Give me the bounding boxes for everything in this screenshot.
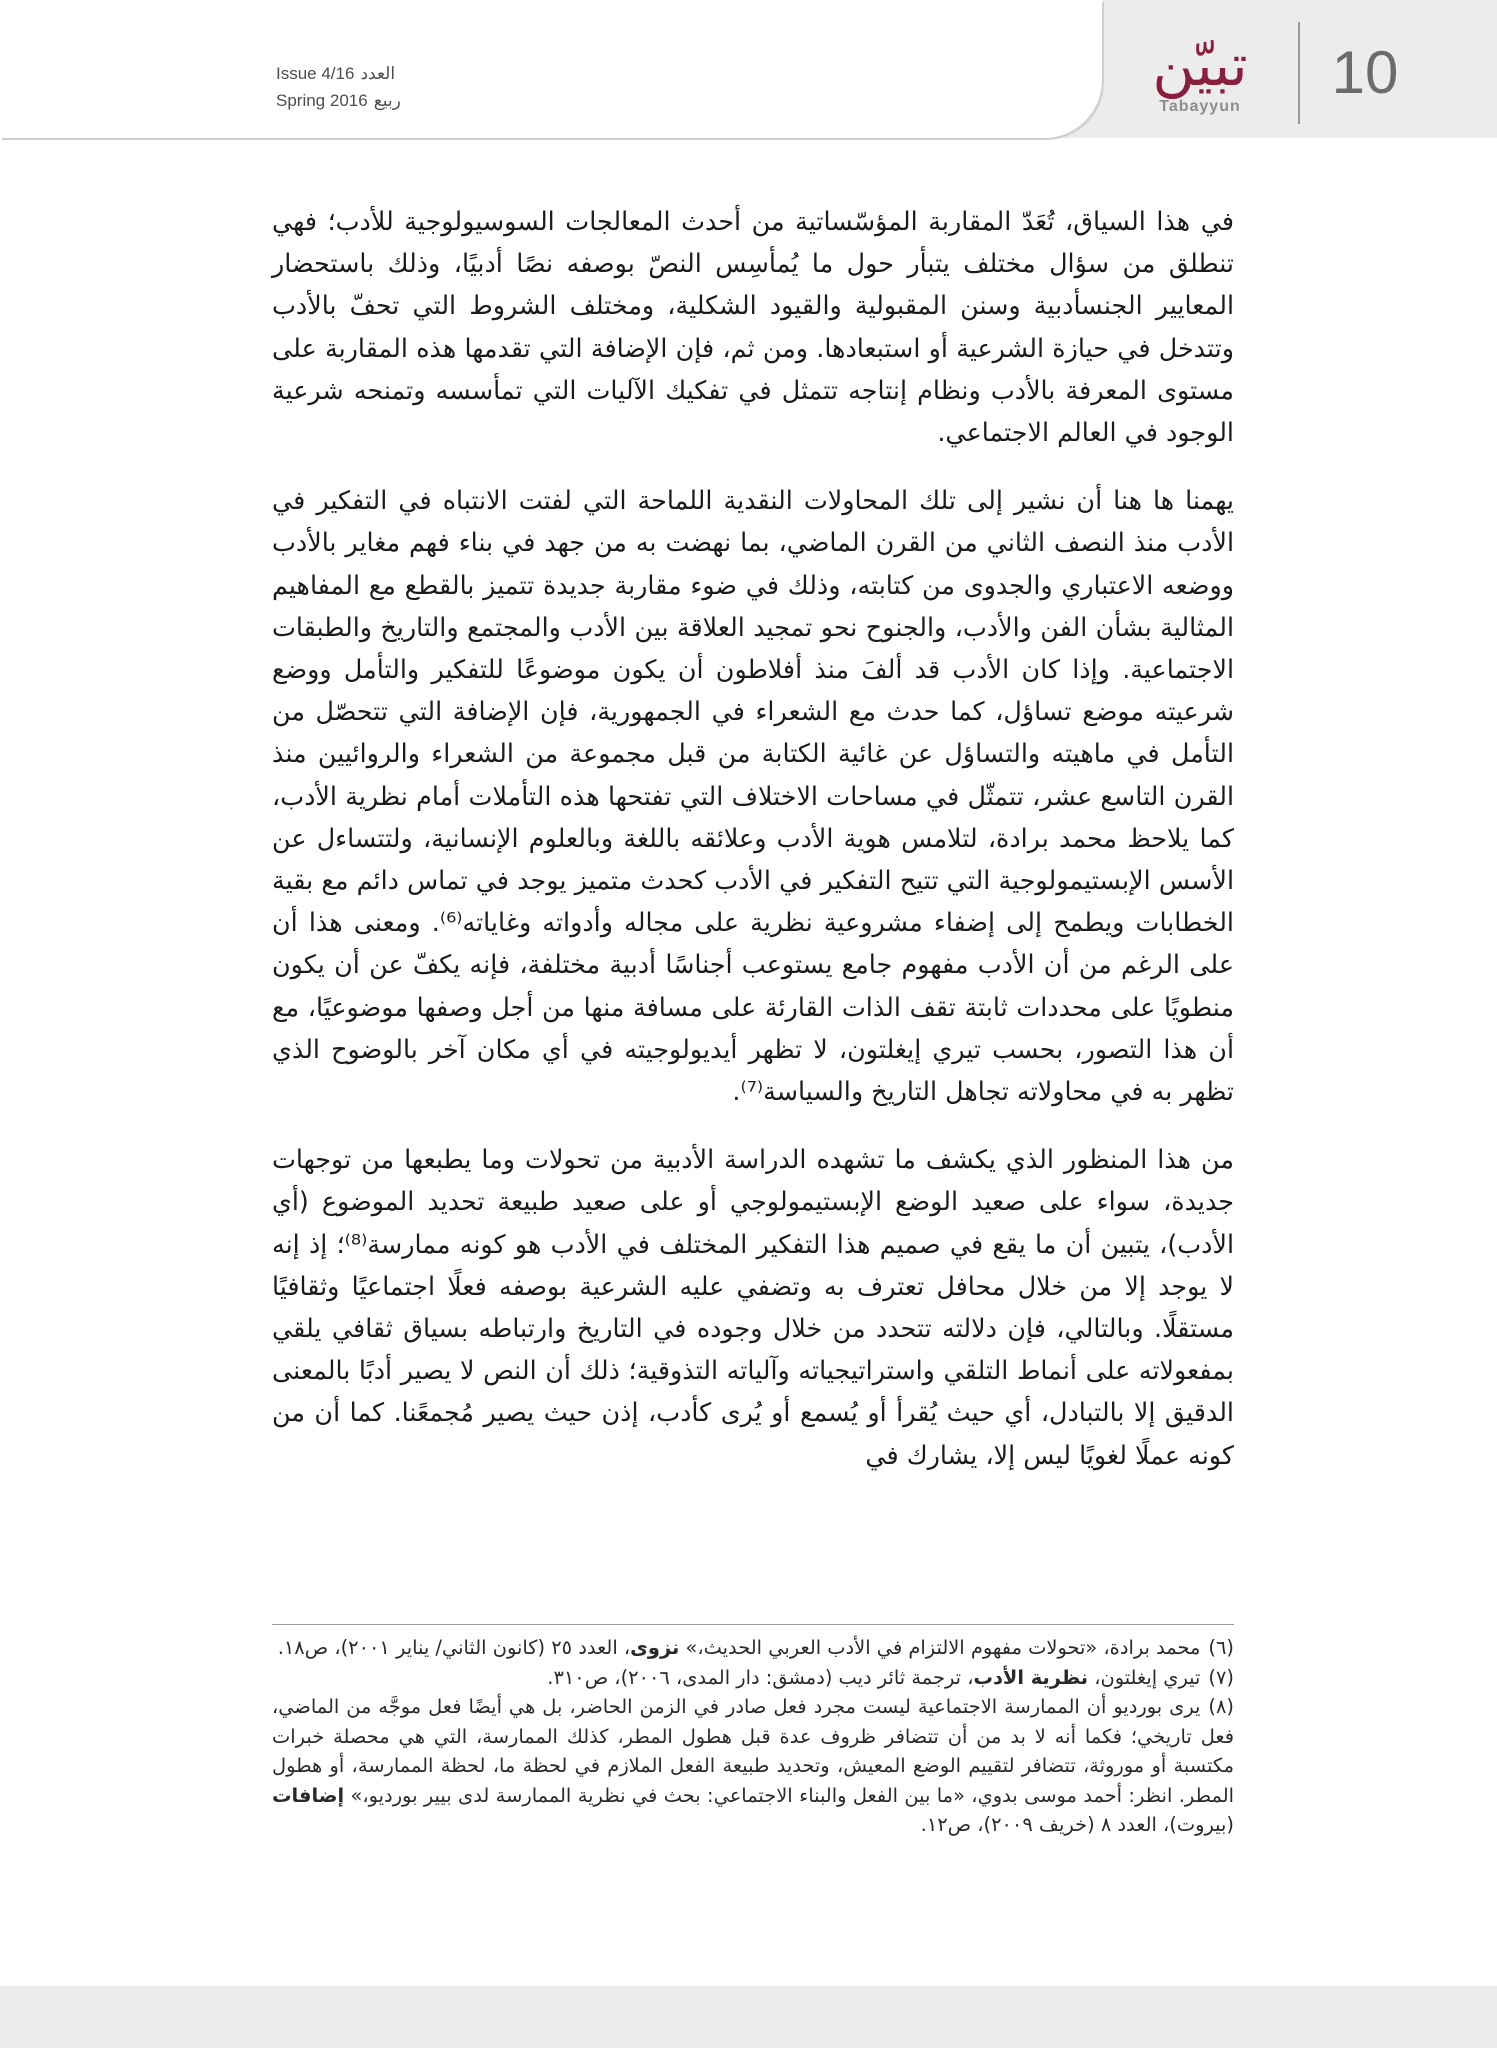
issue-label-en: Issue 4/16 — [276, 64, 355, 83]
footnote-number: (٦) — [1208, 1636, 1234, 1659]
footnotes — [272, 1624, 1234, 1840]
paragraph-2: يهمنا ها هنا أن نشير إلى تلك المحاولات النقدية اللماحة التي لفتت الانتباه في التفكير في الأدب منذ النصف الثاني من القرن الماضي، بما نهضت به من جهد في بناء فهم مغاير بالأدب ووضعه الاعتباري والجدوى من كتابته، وذلك في ضوء مقاربة جديدة تتميز بالقطع مع المفاهيم المثالية بشأن الفن والأدب، والجنوح نحو تمجيد العلاقة بين الأدب والمجتمع والتاريخ والطبقات الاجتماعية. وإذا كان الأدب قد ألفَ منذ أفلاطون أن يكون موضوعًا للتفكير والتأمل ووضع شرعيته موضع تساؤل، كما حدث مع الشعراء في الجمهورية، فإن الإضافة التي تتحصّل من التأمل في ماهيته والتساؤل عن غائية الكتابة من قبل مجموعة من الشعراء والروائيين منذ القرن التاسع عشر، تتمثّل في مساحات الاختلاف التي تفتحها هذه التأملات أمام نظرية الأدب، كما يلاحظ محمد برادة، لتلامس هوية الأدب وعلائقه باللغة وبالعلوم الإنسانية، ولتتساءل عن الأسس الإبستيمولوجية التي تتيح التفكير في الأدب كحدث متميز يوجد في تماس دائم مع بقية الخطابات ويطمح إلى إضفاء مشروعية نظرية على مجاله وأدواته وغاياته⁽⁶⁾. ومعنى هذا أن على الرغم من أن الأدب مفهوم جامع يستوعب أجناسًا أدبية مختلفة، فإنه يكفّ عن أن يكون منطويًا على محددات ثابتة تقف الذات القارئة على مسافة منها من أجل وصفها موضوعيًا، مع أن هذا التصور، بحسب تيري إيغلتون، لا تظهر أيديولوجيته في أي مكان آخر بالوضوح الذي تظهر به في محاولاته تجاهل التاريخ والسياسة⁽⁷⁾. — [272, 485, 1234, 1107]
season-label-en: Spring 2016 — [276, 91, 368, 110]
footnote-text: محمد برادة، «تحولات مفهوم الالتزام في الأدب العربي الحديث،» — [679, 1636, 1201, 1659]
header-white-panel — [0, 0, 1102, 138]
footnote-6 — [272, 1633, 1234, 1663]
article-body — [272, 200, 1234, 1500]
footnote-source-title: إضافات — [272, 1783, 345, 1807]
footnote-text: ، العدد ٢٥ (كانون الثاني/ يناير ٢٠٠١)، ص١٨. — [277, 1636, 631, 1659]
footnote-text: يرى بورديو أن الممارسة الاجتماعية ليست مجرد فعل صادر في الزمن الحاضر، بل هي أيضًا فعل موجَّه من الماضي، فعل تاريخي؛ فكما أنه لا بد من أن تتضافر ظروف عدة قبل هطول المطر، كذلك الممارسة، التي هي محصلة خبرات مكتسبة أو موروثة، تتضافر لتقييم الوضع المعيش، وتحديد طبيعة الفعل الملازم في لحظة ما، لحظة الممارسة، أو هطول المطر. انظر: أحمد موسى بدوي، «ما بين الفعل والبناء الاجتماعي: بحث في نظرية الممارسة لدى بيير بورديو،» — [272, 1695, 1234, 1807]
footnote-source-title: نظرية الأدب — [973, 1665, 1089, 1689]
header-divider — [1298, 22, 1300, 124]
footnote-number: (٨) — [1208, 1695, 1234, 1718]
footnote-text: ، ترجمة ثائر ديب (دمشق: دار المدى، ٢٠٠٦)، ص٣١٠. — [547, 1665, 974, 1689]
logo-arabic: تبيّن — [1152, 31, 1248, 99]
footnote-number: (٧) — [1208, 1665, 1234, 1689]
footnote-text: (بيروت)، العدد ٨ (خريف ٢٠٠٩)، ص١٢. — [920, 1813, 1234, 1836]
season-label-ar: ربيع — [373, 91, 401, 110]
footnote-text: تيري إيغلتون، — [1088, 1665, 1201, 1689]
footnote-8 — [272, 1692, 1234, 1840]
journal-logo — [1118, 30, 1282, 130]
paragraph-3: من هذا المنظور الذي يكشف ما تشهده الدراسة الأدبية من تحولات وما يطبعها من توجهات جديدة، سواء على صعيد الوضع الإبستيمولوجي أو على صعيد طبيعة تحديد الموضوع (أي الأدب)، يتبين أن ما يقع في صميم هذا التفكير المختلف في الأدب هو كونه ممارسة⁽⁸⁾؛ إذ إنه لا يوجد إلا من خلال محافل تعترف به وتضفي عليه الشرعية بوصفه فعلًا اجتماعيًا وثقافيًا مستقلًا. وبالتالي، فإن دلالته تتحدد من خلال وجوده في التاريخ وارتباطه بسياق ثقافي يلقي بمفعولاته على أنماط التلقي واستراتيجياته وآلياته التذوقية؛ ذلك أن النص لا يصير أدبًا بالمعنى الدقيق إلا بالتبادل، أي حيث يُقرأ أو يُسمع أو يُرى كأدب، إذن حيث يصير مُجمعًنا. كما أن من كونه عملًا لغويًا ليس إلا، يشارك في — [272, 1144, 1235, 1470]
logo-latin: Tabayyun — [1159, 98, 1241, 115]
issue-info — [276, 60, 446, 114]
footnote-source-title: نزوى — [630, 1636, 680, 1659]
paragraph-1: في هذا السياق، تُعَدّ المقاربة المؤسّساتية من أحدث المعالجات السوسيولوجية للأدب؛ فهي تنطلق من سؤال مختلف يتبأر حول ما يُمأسِس النصّ بوصفه نصًا أدبيًا، وذلك باستحضار المعايير الجنسأدبية وسنن المقبولية والقيود الشكلية، ومختلف الشروط التي تحفّ بالأدب وتتدخل في حيازة الشرعية أو استبعادها. ومن ثم، فإن الإضافة التي تقدمها هذه المقاربة على مستوى المعرفة بالأدب ونظام إنتاجه تتمثل في تفكيك الآليات التي تمأسسه وتمنحه شرعية الوجود في العالم الاجتماعي. — [272, 206, 1234, 448]
footnote-7 — [272, 1663, 1234, 1693]
footer-bar — [0, 1986, 1497, 2048]
issue-label-ar: العدد — [360, 64, 396, 83]
page-number: 10 — [1331, 39, 1399, 106]
